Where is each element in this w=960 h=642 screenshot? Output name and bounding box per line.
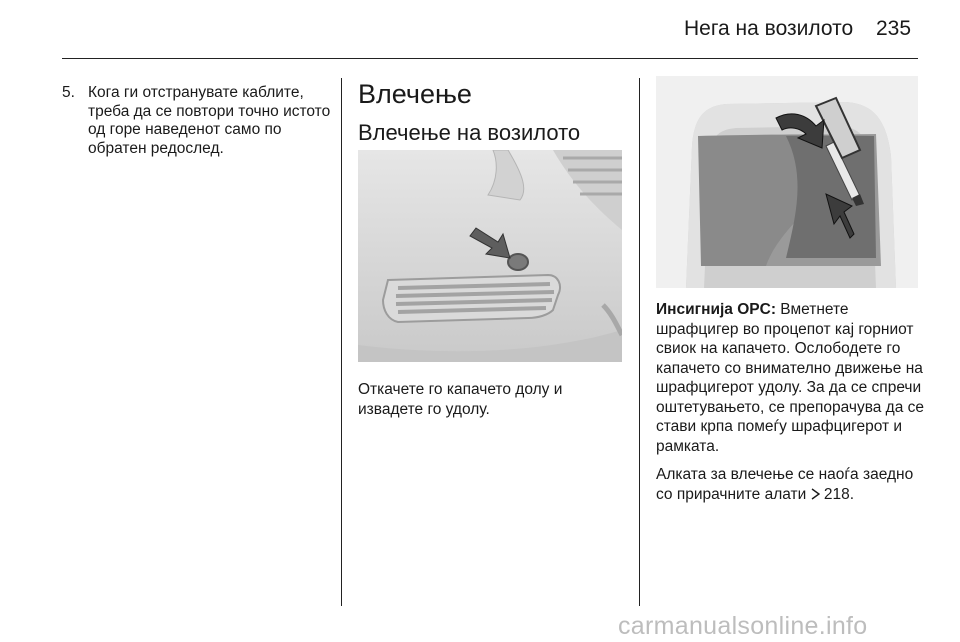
reference-page[interactable]: 218. <box>819 485 855 503</box>
towing-eye-reference <box>656 465 926 505</box>
column-divider-right <box>639 78 640 606</box>
watermark: carmanualsonline.info <box>618 612 868 640</box>
opc-label: Инсигнија OPC: <box>656 301 776 318</box>
column-1 <box>62 84 332 158</box>
opc-paragraph <box>656 300 926 456</box>
step-text: Кога ги отстранувате каблите, треба да се повтори точно истото од горе наведенот само по обратен редослед. <box>88 84 331 157</box>
screwdriver-photo <box>656 76 918 288</box>
page-title: Нега на возилото <box>684 17 854 40</box>
section-subheading: Влечење на возилото <box>358 120 581 145</box>
photo-caption: Откачете го капачето долу и извадете го удолу. <box>358 381 563 418</box>
bumper-cover-photo <box>358 150 622 362</box>
opc-instructions <box>656 300 926 514</box>
section-heading: Влечење <box>358 79 472 109</box>
page-number: 235 <box>876 17 912 40</box>
column-divider-left <box>341 78 342 606</box>
step-number: 5. <box>62 84 75 101</box>
opc-text: Вметнете шрафцигер во процепот кај горниот свиок на капачето. Ослободете го капачето со внимателно движење на шрафцигерот удолу. За да се спречи оштетувањето, се препорачува да се стави крпа помеѓу шрафцигерот и рамката. <box>656 301 925 455</box>
step-item <box>62 84 332 158</box>
arrow-ref-icon[interactable] <box>811 486 820 506</box>
reference-text: Алката за влечење се наоѓа заедно со прирачните алати <box>656 466 914 503</box>
header-divider <box>62 58 918 59</box>
